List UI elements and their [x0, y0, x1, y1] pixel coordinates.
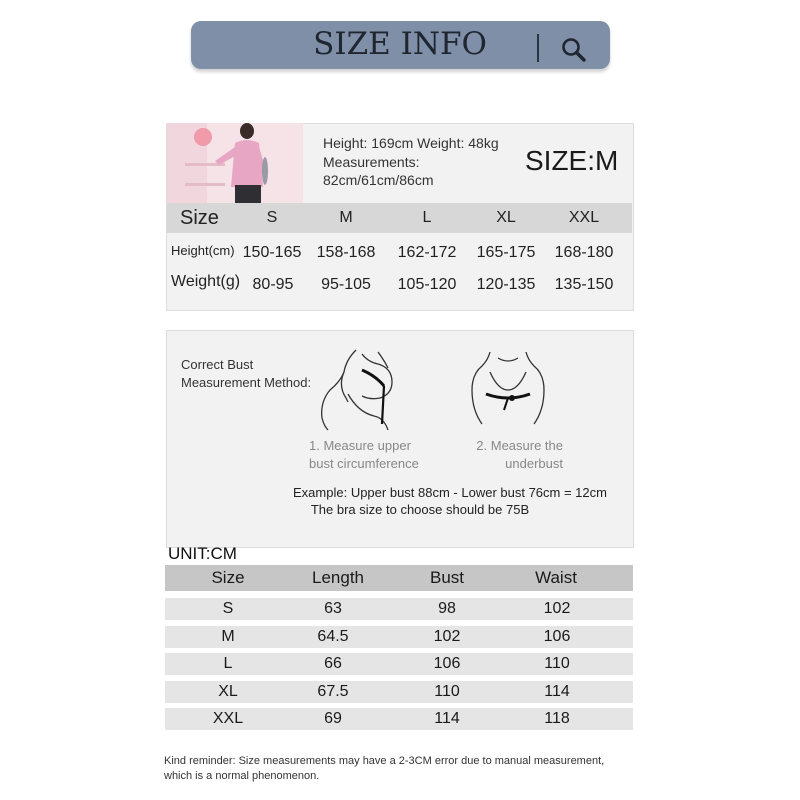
step2-caption-line: 2. Measure the — [476, 438, 563, 453]
size-chart-size: S — [266, 209, 278, 226]
size-chart-weight: 105-120 — [397, 276, 457, 293]
bust-method-line: Measurement Method: — [181, 375, 312, 390]
table-cell: 106 — [543, 628, 571, 645]
size-chart-size: XL — [496, 209, 516, 226]
unit-table-header-cell: Waist — [535, 568, 577, 587]
table-cell: L — [223, 655, 233, 672]
step1-caption-line: 1. Measure upper — [309, 438, 411, 453]
table-cell: 114 — [434, 710, 460, 727]
table-cell: 118 — [544, 710, 570, 727]
table-cell: 69 — [324, 710, 342, 727]
table-cell: XL — [218, 683, 238, 700]
step1-caption — [309, 437, 419, 473]
table-cell: 114 — [544, 683, 570, 700]
table-cell: 67.5 — [317, 683, 349, 700]
table-cell: 106 — [433, 655, 461, 672]
size-chart-height: 165-175 — [476, 244, 536, 261]
size-chart-height: 162-172 — [397, 244, 457, 261]
bust-example-line: The bra size to choose should be 75B — [310, 502, 530, 517]
model-size: SIZE:M — [525, 145, 619, 176]
table-cell: 102 — [543, 600, 571, 617]
table-cell: M — [221, 628, 235, 645]
search-icon[interactable] — [560, 36, 588, 64]
table-cell: 98 — [438, 600, 456, 617]
table-cell: 63 — [324, 600, 342, 617]
table-cell: S — [222, 600, 234, 617]
size-chart-weight: 80-95 — [252, 276, 294, 293]
model-measurements-label: Measurements: — [323, 153, 420, 170]
size-chart-weight: 120-135 — [476, 276, 536, 293]
underbust-figure — [468, 350, 548, 430]
size-chart-size: L — [422, 209, 432, 226]
step2-caption — [472, 437, 563, 473]
kind-reminder — [164, 754, 644, 784]
size-chart-height: 150-165 — [242, 244, 302, 261]
size-chart-weight: 135-150 — [554, 276, 614, 293]
table-cell: 64.5 — [317, 628, 349, 645]
upper-bust-figure — [318, 346, 402, 432]
model-measurements-value: 82cm/61cm/86cm — [323, 172, 434, 188]
size-chart-size: M — [339, 209, 353, 226]
banner-divider — [537, 34, 539, 62]
unit-label: UNIT:CM — [168, 544, 237, 563]
size-chart-height: 168-180 — [554, 244, 614, 261]
reminder-line: Kind reminder: Size measurements may have a 2-3CM error due to manual measurement, — [164, 755, 605, 767]
size-chart-size-label: Size — [180, 207, 219, 229]
model-height-weight: Height: 169cm Weight: 48kg — [323, 135, 499, 151]
bust-example-line: Example: Upper bust 88cm - Lower bust 76cm = 12cm — [293, 485, 607, 500]
model-info — [323, 134, 523, 190]
page-title: SIZE INFO — [313, 26, 487, 62]
bust-method-line: Correct Bust — [181, 357, 254, 372]
bust-method-title — [181, 356, 311, 392]
table-cell: 102 — [433, 628, 461, 645]
size-chart-height: 158-168 — [316, 244, 376, 261]
step2-caption-line: underbust — [505, 456, 563, 471]
table-cell: 110 — [544, 655, 570, 672]
unit-table-header-cell: Size — [211, 568, 245, 587]
size-chart-weight-label: Weight(g) — [171, 273, 241, 290]
size-chart-size: XXL — [568, 209, 600, 226]
unit-table-header-cell: Bust — [429, 568, 465, 587]
table-cell: XXL — [212, 710, 244, 727]
step1-caption-line: bust circumference — [309, 456, 419, 471]
reminder-line: which is a normal phenomenon. — [164, 770, 320, 782]
size-chart-weight: 95-105 — [321, 276, 371, 293]
table-cell: 66 — [324, 655, 342, 672]
size-chart-height-label: Height(cm) — [171, 243, 235, 258]
unit-table-header-cell: Length — [312, 568, 364, 587]
table-cell: 110 — [434, 683, 460, 700]
model-photo — [167, 123, 303, 203]
